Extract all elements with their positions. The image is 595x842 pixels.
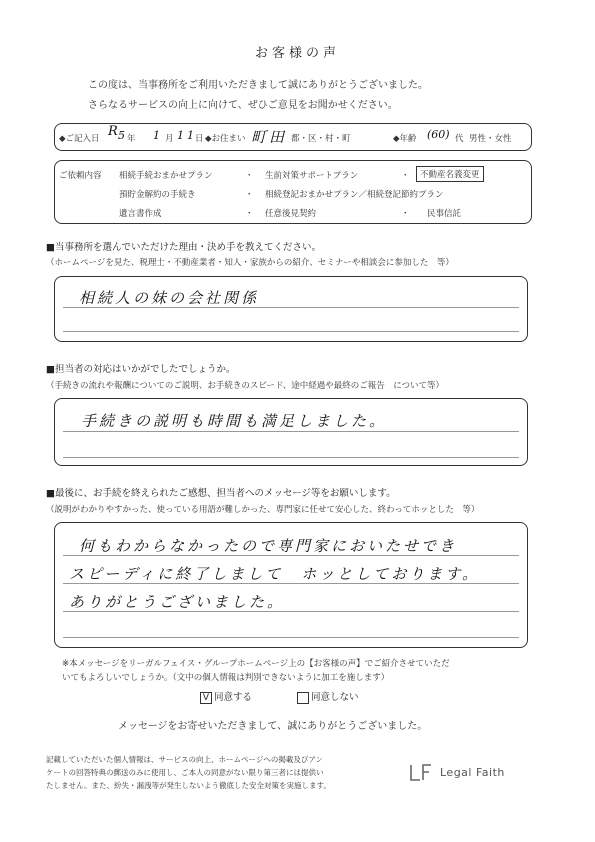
entry-age[interactable]: (60) [427,128,450,141]
entry-era[interactable]: R [108,124,121,139]
logo-mark [408,763,434,783]
service-minji-shintaku[interactable]: 民事信託 [427,209,462,219]
q2-answer[interactable]: 手続きの説明も時間も満足しました。 [81,412,388,430]
privacy-notice [46,753,331,792]
entry-day[interactable]: 11 [177,129,197,142]
entry-age-suffix: 代 [455,134,464,144]
privacy-line-2: ケートの回答特典の郵送のみに使用し、ご本人の同意がない限り第三者には提供い [46,768,324,777]
disagree-option[interactable] [297,689,359,704]
ruled-line [63,331,519,332]
ruled-line [63,457,519,458]
entry-gender[interactable]: 男性・女性 [469,134,512,144]
q2-hint: （手続きの流れや報酬についてのご説明、お手続きのスピード、途中経過や最終のご報告 について等） [46,381,445,391]
q2-answer-box[interactable] [54,398,528,466]
services-box [54,160,532,224]
agree-label: 同意する [214,692,253,703]
intro-line-1: この度は、当事務所をご利用いただきまして誠にありがとうございました。 [88,80,428,91]
q3-hint: （説明がわかりやすかった、使っている用語が難しかった、専門家に任せて安心した、終わってホッとした 等） [46,505,480,515]
service-seizen-taisaku[interactable]: 生前対策サポートプラン [265,171,359,181]
consent-note-line-1: ※本メッセージをリーガルフェイス・グループホームページ上の【お客様の声】でご紹介させていただ [62,659,450,669]
q1-hint: （ホームページを見た、税理士・不動産業者・知人・家族からの紹介、セミナーや相談会に参加した 等） [46,258,454,268]
q3-answer-line-1[interactable]: 何もわからなかったので専門家においたせでき [79,537,458,555]
privacy-line-3: たしません。また、紛失・漏洩等が発生しないよう徹底した安全対策を実施します。 [46,781,331,790]
disagree-checkbox[interactable] [297,692,309,704]
entry-address[interactable]: 町田 [251,128,288,146]
q3-answer-box[interactable] [54,522,528,648]
entry-day-label: 日 [195,134,204,144]
agree-checkbox[interactable]: V [200,692,212,704]
service-yuigon[interactable]: 遺言書作成 [119,209,162,219]
q3-answer-line-2[interactable]: スピーディに終了しまして ホッとしております。 [69,565,481,583]
entry-address-label: ◆お住まい [205,134,246,144]
entry-year-label: 年 [127,134,136,144]
q3-answer-line-3[interactable]: ありがとうございました。 [69,593,286,611]
disagree-label: 同意しない [311,692,359,703]
services-label: ご依頼内容 [59,171,102,181]
service-souzoku-touki[interactable]: 相続登記おまかせプラン／相続登記節約プラン [265,190,444,200]
entry-age-label: ◆年齢 [393,134,417,144]
service-separator: ・ [245,171,254,181]
logo-text: Legal Faith [440,766,505,779]
entry-date-label: ◆ご記入日 [59,134,100,144]
service-separator: ・ [245,209,254,219]
entry-address-suffix: 都・区・村・町 [291,134,351,144]
q3-title: ■最後に、お手続を終えられたご感想、担当者へのメッセージ等をお願いします。 [46,488,396,499]
entry-month-label: 月 [165,134,174,144]
closing-thanks: メッセージをお寄せいただきまして、誠にありがとうございました。 [118,721,428,732]
entry-info-box [54,123,532,151]
agree-option[interactable] [200,689,252,704]
entry-month[interactable]: 1 [153,129,163,142]
service-souzoku-omakase[interactable]: 相続手続おまかせプラン [119,171,213,181]
service-separator: ・ [401,171,410,181]
consent-note-line-2: いてもよろしいでしょうか。（文中の個人情報は判別できないように加工を施します） [62,673,390,683]
page-title: お客様の声 [254,46,340,61]
ruled-line [63,431,519,432]
service-separator: ・ [401,209,410,219]
service-yochokin-kaiyaku[interactable]: 預貯金解約の手続き [119,190,196,200]
q1-title: ■当事務所を選んでいただけた理由・決め手を教えてください。 [46,242,321,253]
q1-answer-box[interactable] [54,276,528,342]
q2-title: ■担当者の対応はいかがでしたでしょうか。 [46,364,236,375]
service-fudousan-meigi[interactable]: 不動産名義変更 [416,166,484,182]
intro-line-2: さらなるサービスの向上に向けて、ぜひご意見をお聞かせください。 [88,100,398,111]
service-separator: ・ [245,190,254,200]
ruled-line [63,637,519,638]
service-nini-kouken[interactable]: 任意後見契約 [265,209,317,219]
q1-answer[interactable]: 相続人の妹の会社関係 [79,289,260,307]
entry-year[interactable]: 5 [118,129,128,142]
privacy-line-1: 記載していただいた個人情報は、サービスの向上、ホームページへの掲載及びアン [46,755,324,764]
